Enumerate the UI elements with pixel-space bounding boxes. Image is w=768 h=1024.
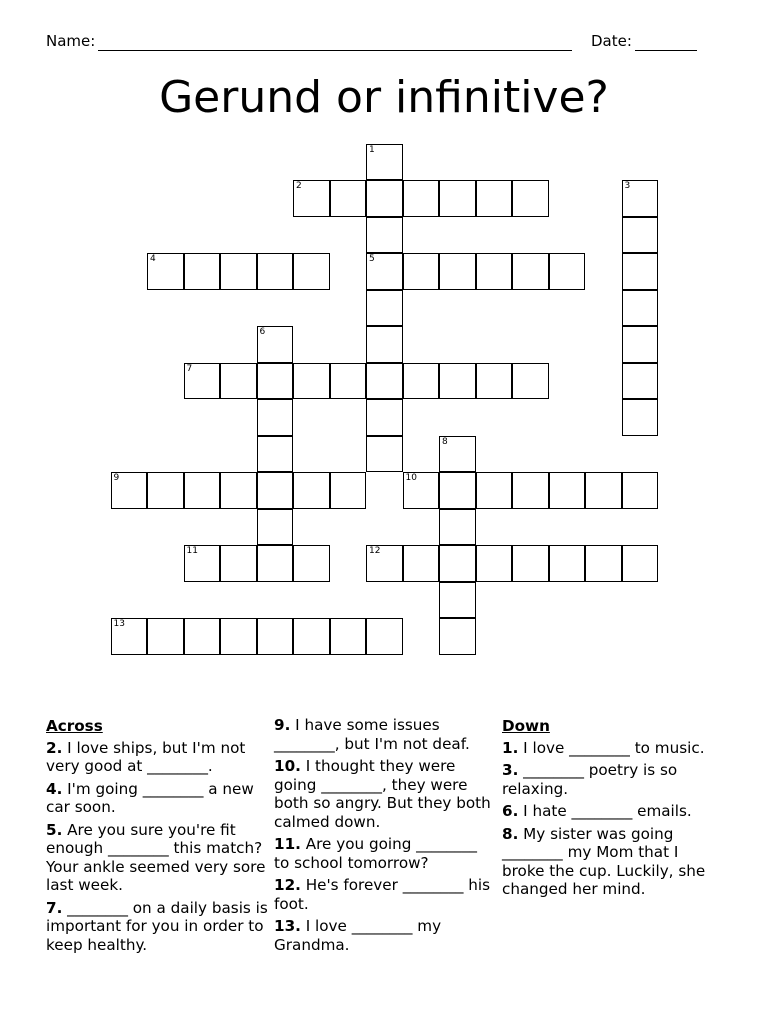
clues-column-2 (274, 716, 496, 958)
clue-number: 10 (405, 473, 417, 483)
grid-cell[interactable] (220, 472, 257, 509)
grid-cell[interactable] (622, 180, 659, 217)
clue-number: 11 (186, 546, 198, 556)
grid-cell[interactable] (257, 326, 294, 363)
grid-cell[interactable] (220, 545, 257, 582)
grid-cell[interactable] (439, 363, 476, 400)
grid-cell[interactable] (622, 363, 659, 400)
grid-cell[interactable] (330, 472, 367, 509)
grid-cell[interactable] (366, 399, 403, 436)
clue-item (502, 802, 724, 821)
clue-number: 4 (150, 254, 156, 264)
clue-item (46, 739, 268, 776)
clue-text: ________ poetry is so relaxing. (502, 761, 678, 798)
grid-cell[interactable] (476, 253, 513, 290)
grid-cell[interactable] (293, 618, 330, 655)
grid-cell[interactable] (184, 472, 221, 509)
across-heading: Across (46, 717, 103, 735)
grid-cell[interactable] (184, 363, 221, 400)
clue-number: 8 (442, 436, 448, 447)
clue-item (46, 899, 268, 955)
grid-cell[interactable] (403, 472, 440, 509)
grid-cell[interactable] (439, 253, 476, 290)
clue-text: Are you sure you're fit enough ________ this match? Your ankle seemed very sore last week. (46, 820, 266, 894)
grid-cell[interactable] (293, 545, 330, 582)
grid-cell[interactable] (403, 180, 440, 217)
clue-item (502, 761, 724, 798)
grid-cell[interactable] (366, 436, 403, 473)
grid-cell[interactable] (366, 363, 403, 400)
grid-cell[interactable] (622, 253, 659, 290)
grid-cell[interactable] (512, 363, 549, 400)
clue-number: 8. (502, 824, 519, 843)
clue-text: He's forever ________ his foot. (274, 876, 491, 913)
grid-cell[interactable] (512, 545, 549, 582)
grid-cell[interactable] (439, 545, 476, 582)
clue-text: I love ships, but I'm not very good at ________. (46, 738, 246, 775)
clue-text: I hate ________ emails. (518, 802, 692, 820)
grid-cell[interactable] (403, 545, 440, 582)
clue-text: I'm going ________ a new car soon. (46, 779, 254, 816)
grid-cell[interactable] (257, 363, 294, 400)
grid-cell[interactable] (476, 363, 513, 400)
grid-cell[interactable] (366, 217, 403, 254)
page-title: Gerund or infinitive? (159, 72, 609, 123)
down-heading: Down (502, 717, 550, 735)
grid-cell[interactable] (622, 472, 659, 509)
grid-cell[interactable] (366, 545, 403, 582)
clue-text: Are you going ________ to school tomorrow? (274, 835, 477, 872)
grid-cell[interactable] (476, 180, 513, 217)
grid-cell[interactable] (622, 399, 659, 436)
clue-item (274, 876, 496, 913)
clue-number: 4. (46, 779, 63, 798)
grid-cell[interactable] (585, 472, 622, 509)
clue-number: 3. (502, 761, 519, 779)
grid-cell[interactable] (439, 582, 476, 619)
grid-cell[interactable] (293, 253, 330, 290)
grid-cell[interactable] (293, 472, 330, 509)
clue-item (502, 825, 724, 899)
grid-cell[interactable] (366, 618, 403, 655)
grid-cell[interactable] (366, 253, 403, 290)
grid-cell[interactable] (403, 363, 440, 400)
clues-column-3 (502, 716, 724, 903)
grid-cell[interactable] (549, 545, 586, 582)
clue-item (274, 917, 496, 954)
grid-cell[interactable] (257, 618, 294, 655)
grid-cell[interactable] (366, 290, 403, 327)
clue-item (274, 757, 496, 831)
grid-cell[interactable] (184, 253, 221, 290)
clue-item (46, 821, 268, 895)
grid-cell[interactable] (220, 618, 257, 655)
grid-cell[interactable] (622, 290, 659, 327)
grid-cell[interactable] (257, 399, 294, 436)
clue-number: 13 (113, 619, 125, 629)
clue-number: 9 (113, 473, 120, 483)
clue-text: I love ________ to music. (518, 738, 705, 757)
clue-number: 7. (46, 898, 63, 917)
grid-cell[interactable] (476, 472, 513, 509)
grid-cell[interactable] (366, 144, 403, 181)
grid-cell[interactable] (476, 545, 513, 582)
clue-number: 3 (624, 181, 631, 191)
grid-cell[interactable] (257, 253, 294, 290)
clue-number: 5. (46, 820, 63, 839)
grid-cell[interactable] (439, 436, 476, 473)
grid-cell[interactable] (147, 472, 184, 509)
grid-cell[interactable] (403, 253, 440, 290)
grid-cell[interactable] (184, 545, 221, 582)
clue-item (274, 716, 496, 753)
grid-cell[interactable] (439, 180, 476, 217)
clue-number: 1 (369, 144, 375, 155)
grid-cell[interactable] (549, 472, 586, 509)
grid-cell[interactable] (184, 618, 221, 655)
grid-cell[interactable] (220, 253, 257, 290)
clue-number: 2. (46, 738, 63, 757)
grid-cell[interactable] (257, 436, 294, 473)
grid-cell[interactable] (549, 253, 586, 290)
grid-cell[interactable] (622, 326, 659, 363)
clues-column-1 (46, 716, 268, 958)
grid-cell[interactable] (293, 363, 330, 400)
clue-number: 2 (296, 181, 302, 191)
clue-text: I thought they were going ________, they were both so angry. But they both calmed down. (274, 757, 491, 831)
grid-cell[interactable] (585, 545, 622, 582)
grid-cell[interactable] (330, 618, 367, 655)
clue-number: 1. (502, 738, 519, 757)
grid-cell[interactable] (512, 253, 549, 290)
name-label: Name: (46, 32, 96, 50)
grid-cell[interactable] (622, 217, 659, 254)
clue-number: 12. (274, 876, 301, 894)
grid-cell[interactable] (147, 253, 184, 290)
clue-number: 6 (259, 327, 266, 337)
clue-text: My sister was going ________ my Mom that I broke the cup. Luckily, she changed her mind. (502, 824, 706, 898)
grid-cell[interactable] (512, 472, 549, 509)
grid-cell[interactable] (293, 180, 330, 217)
grid-cell[interactable] (257, 509, 294, 546)
grid-cell[interactable] (257, 545, 294, 582)
clue-text: I love ________ my Grandma. (274, 917, 442, 954)
grid-cell[interactable] (366, 180, 403, 217)
date-label: Date: (591, 32, 632, 50)
grid-cell[interactable] (439, 472, 476, 509)
clue-number: 7 (186, 363, 193, 374)
grid-cell[interactable] (366, 326, 403, 363)
clue-item (274, 835, 496, 872)
clue-number: 11. (274, 835, 301, 853)
grid-cell[interactable] (111, 472, 148, 509)
grid-cell[interactable] (439, 509, 476, 546)
clue-number: 9. (274, 716, 291, 734)
clue-number: 5 (369, 254, 375, 264)
grid-cell[interactable] (257, 472, 294, 509)
clue-item (46, 780, 268, 817)
clue-number: 12 (369, 546, 381, 556)
grid-cell[interactable] (147, 618, 184, 655)
grid-cell[interactable] (439, 618, 476, 655)
grid-cell[interactable] (220, 363, 257, 400)
grid-cell[interactable] (622, 545, 659, 582)
grid-cell[interactable] (330, 180, 367, 217)
grid-cell[interactable] (330, 363, 367, 400)
clue-text: ________ on a daily basis is important for you in order to keep healthy. (46, 898, 268, 954)
grid-cell[interactable] (512, 180, 549, 217)
clue-text: I have some issues ________, but I'm not deaf. (274, 716, 470, 753)
clue-item (502, 739, 724, 758)
clue-number: 6. (502, 802, 519, 820)
grid-cell[interactable] (111, 618, 148, 655)
clue-number: 10. (274, 757, 301, 775)
clue-number: 13. (274, 917, 301, 935)
